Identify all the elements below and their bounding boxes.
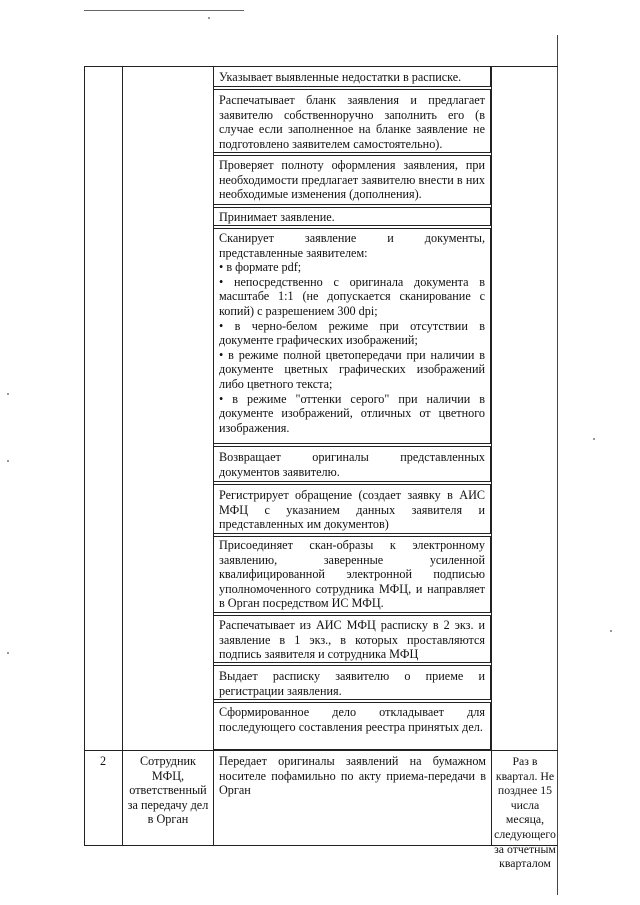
action-text: Сформированное дело откладывает для последующего составления реестра принятых дел.	[219, 705, 485, 734]
scan-dot	[7, 652, 9, 654]
action-cell	[213, 155, 491, 205]
action-text: Сканирует заявление и документы, представленные заявителем: • в формате pdf; • непосредственно с оригинала документа в масштабе 1:1 (не допускается сканирование с копий) с разрешением 300 dpi; • в черно-белом режиме при отсутствии в документе графических изображений; • в режиме полной цветопередачи при наличии в документе цветных графических изображений либо цветного текста; • в режиме "оттенки серого" при наличии в документе изображений, отличных от цветного изображения.	[219, 231, 485, 435]
action-text: Возвращает оригиналы представленных документов заявителю.	[219, 450, 485, 479]
action-text: Регистрирует обращение (создает заявку в АИС МФЦ с указанием данных заявителя и представленных им документов)	[219, 488, 485, 532]
action-text: Распечатывает из АИС МФЦ расписку в 2 экз. и заявление в 1 экз., в которых проставляются подпись заявителя и сотрудника МФЦ	[219, 618, 485, 662]
scan-dot	[208, 17, 210, 19]
row-number: 2	[99, 754, 107, 768]
action-text: Принимает заявление.	[219, 210, 335, 224]
action-cell	[213, 665, 491, 700]
action-cell	[213, 207, 491, 226]
action-cell	[213, 89, 491, 153]
scan-dot	[7, 460, 9, 462]
action-text: Передает оригиналы заявлений на бумажном носителе пофамильно по акту приема-передачи в Орган	[219, 754, 486, 798]
scan-dot	[593, 438, 595, 440]
scan-dot	[7, 393, 9, 395]
action-text: Распечатывает бланк заявления и предлагает заявителю собственноручно заполнить его (в случае если заполненное на бланке заявление не подготовлено заявителем самостоятельно).	[219, 93, 485, 151]
action-cell	[213, 484, 491, 534]
action-text: Указывает выявленные недостатки в расписке.	[219, 70, 462, 84]
action-text: Выдает расписку заявителю о приеме и регистрации заявления.	[219, 669, 485, 698]
action-cell	[213, 228, 491, 444]
action-cell	[213, 615, 491, 663]
action-cell	[213, 536, 491, 613]
action-text: Присоединяет скан-образы к электронному заявлению, заверенные усиленной квалифицированной электронной подписью уполномоченного сотрудника МФЦ, и направляет в Орган посредством ИС МФЦ.	[219, 538, 485, 611]
scan-dot	[610, 630, 612, 632]
deadline-text: Раз в квартал. Не позднее 15 числа месяца, следующего за отчетным кварталом	[494, 754, 556, 871]
scan-artifact-line	[84, 10, 244, 11]
action-cell	[213, 66, 491, 87]
action-text: Проверяет полноту оформления заявления, при необходимости предлагает заявителю внести в них необходимые изменения (дополнения).	[219, 158, 485, 202]
executor-text: Сотрудник МФЦ, ответственный за передачу дел в Орган	[127, 754, 209, 827]
action-cell	[213, 702, 491, 750]
action-cell	[213, 446, 491, 482]
